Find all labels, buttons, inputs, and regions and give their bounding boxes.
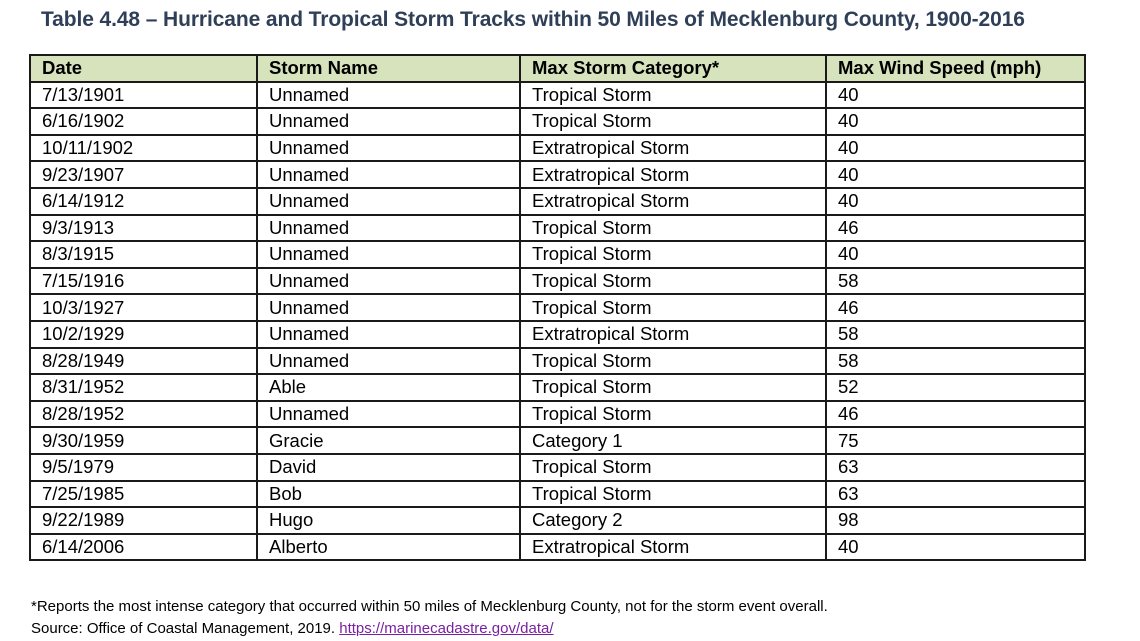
table-row [30,161,1085,188]
cell-max-wind-speed: 40 [826,82,1085,109]
cell-storm-name: Unnamed [257,108,520,135]
cell-date: 8/31/1952 [30,374,257,401]
table-row [30,294,1085,321]
table-row [30,507,1085,534]
cell-date: 7/25/1985 [30,481,257,508]
cell-storm-name: Unnamed [257,294,520,321]
cell-max-storm-category: Tropical Storm [520,82,826,109]
cell-storm-name: Unnamed [257,401,520,428]
cell-max-storm-category: Tropical Storm [520,294,826,321]
cell-max-wind-speed: 40 [826,188,1085,215]
cell-storm-name: Unnamed [257,348,520,375]
cell-storm-name: Unnamed [257,241,520,268]
cell-max-storm-category: Tropical Storm [520,268,826,295]
column-header-storm-name: Storm Name [257,55,520,82]
cell-max-wind-speed: 75 [826,427,1085,454]
cell-max-wind-speed: 63 [826,481,1085,508]
cell-storm-name: Unnamed [257,321,520,348]
source-text: Source: Office of Coastal Management, 2019. [31,620,340,637]
column-header-max-wind-speed: Max Wind Speed (mph) [826,55,1085,82]
cell-date: 8/28/1952 [30,401,257,428]
storm-tracks-table [29,54,1086,561]
table-row [30,135,1085,162]
cell-date: 7/13/1901 [30,82,257,109]
table-row [30,348,1085,375]
cell-max-wind-speed: 58 [826,268,1085,295]
cell-date: 7/15/1916 [30,268,257,295]
table-row [30,481,1085,508]
cell-max-wind-speed: 63 [826,454,1085,481]
cell-max-wind-speed: 52 [826,374,1085,401]
cell-storm-name: Unnamed [257,161,520,188]
cell-date: 6/16/1902 [30,108,257,135]
table-row [30,188,1085,215]
cell-max-storm-category: Tropical Storm [520,348,826,375]
cell-date: 9/5/1979 [30,454,257,481]
table-title: Table 4.48 – Hurricane and Tropical Storm Tracks within 50 Miles of Mecklenburg County, 1900-2016 [41,8,1025,31]
cell-max-storm-category: Tropical Storm [520,481,826,508]
cell-max-wind-speed: 58 [826,321,1085,348]
cell-max-storm-category: Category 1 [520,427,826,454]
cell-max-storm-category: Category 2 [520,507,826,534]
cell-date: 10/11/1902 [30,135,257,162]
cell-storm-name: Unnamed [257,215,520,242]
table-row [30,215,1085,242]
table-row [30,241,1085,268]
table-row [30,401,1085,428]
cell-max-wind-speed: 40 [826,161,1085,188]
cell-storm-name: Bob [257,481,520,508]
cell-max-wind-speed: 46 [826,401,1085,428]
cell-storm-name: Alberto [257,534,520,561]
cell-date: 8/28/1949 [30,348,257,375]
cell-max-storm-category: Extratropical Storm [520,534,826,561]
cell-storm-name: Hugo [257,507,520,534]
cell-storm-name: Unnamed [257,82,520,109]
table-row [30,374,1085,401]
cell-max-storm-category: Tropical Storm [520,454,826,481]
table-row [30,108,1085,135]
cell-storm-name: Unnamed [257,268,520,295]
source-link[interactable]: https://marinecadastre.gov/data/ [339,620,554,637]
table-row [30,534,1085,561]
cell-max-storm-category: Extratropical Storm [520,188,826,215]
cell-max-wind-speed: 40 [826,241,1085,268]
cell-date: 9/3/1913 [30,215,257,242]
cell-storm-name: Able [257,374,520,401]
table-row [30,427,1085,454]
footnote: *Reports the most intense category that occurred within 50 miles of Mecklenburg County, not for the storm event overall. [31,598,828,615]
column-header-max-storm-category: Max Storm Category* [520,55,826,82]
cell-max-wind-speed: 58 [826,348,1085,375]
cell-max-storm-category: Extratropical Storm [520,321,826,348]
table-header-row [30,55,1085,82]
cell-storm-name: Unnamed [257,135,520,162]
cell-max-storm-category: Tropical Storm [520,374,826,401]
cell-max-wind-speed: 46 [826,215,1085,242]
table-row [30,321,1085,348]
cell-max-wind-speed: 98 [826,507,1085,534]
cell-max-storm-category: Extratropical Storm [520,135,826,162]
source-line [31,620,554,637]
cell-max-wind-speed: 40 [826,135,1085,162]
table-body [30,82,1085,561]
column-header-date: Date [30,55,257,82]
cell-date: 10/3/1927 [30,294,257,321]
cell-storm-name: David [257,454,520,481]
cell-date: 6/14/2006 [30,534,257,561]
cell-date: 6/14/1912 [30,188,257,215]
table-row [30,454,1085,481]
cell-date: 9/22/1989 [30,507,257,534]
cell-date: 8/3/1915 [30,241,257,268]
cell-storm-name: Unnamed [257,188,520,215]
table-row [30,268,1085,295]
cell-max-storm-category: Tropical Storm [520,401,826,428]
cell-max-storm-category: Tropical Storm [520,108,826,135]
cell-max-wind-speed: 46 [826,294,1085,321]
cell-max-storm-category: Tropical Storm [520,241,826,268]
cell-date: 10/2/1929 [30,321,257,348]
cell-max-storm-category: Tropical Storm [520,215,826,242]
cell-date: 9/23/1907 [30,161,257,188]
cell-max-storm-category: Extratropical Storm [520,161,826,188]
table-row [30,82,1085,109]
cell-max-wind-speed: 40 [826,108,1085,135]
cell-storm-name: Gracie [257,427,520,454]
cell-max-wind-speed: 40 [826,534,1085,561]
cell-date: 9/30/1959 [30,427,257,454]
